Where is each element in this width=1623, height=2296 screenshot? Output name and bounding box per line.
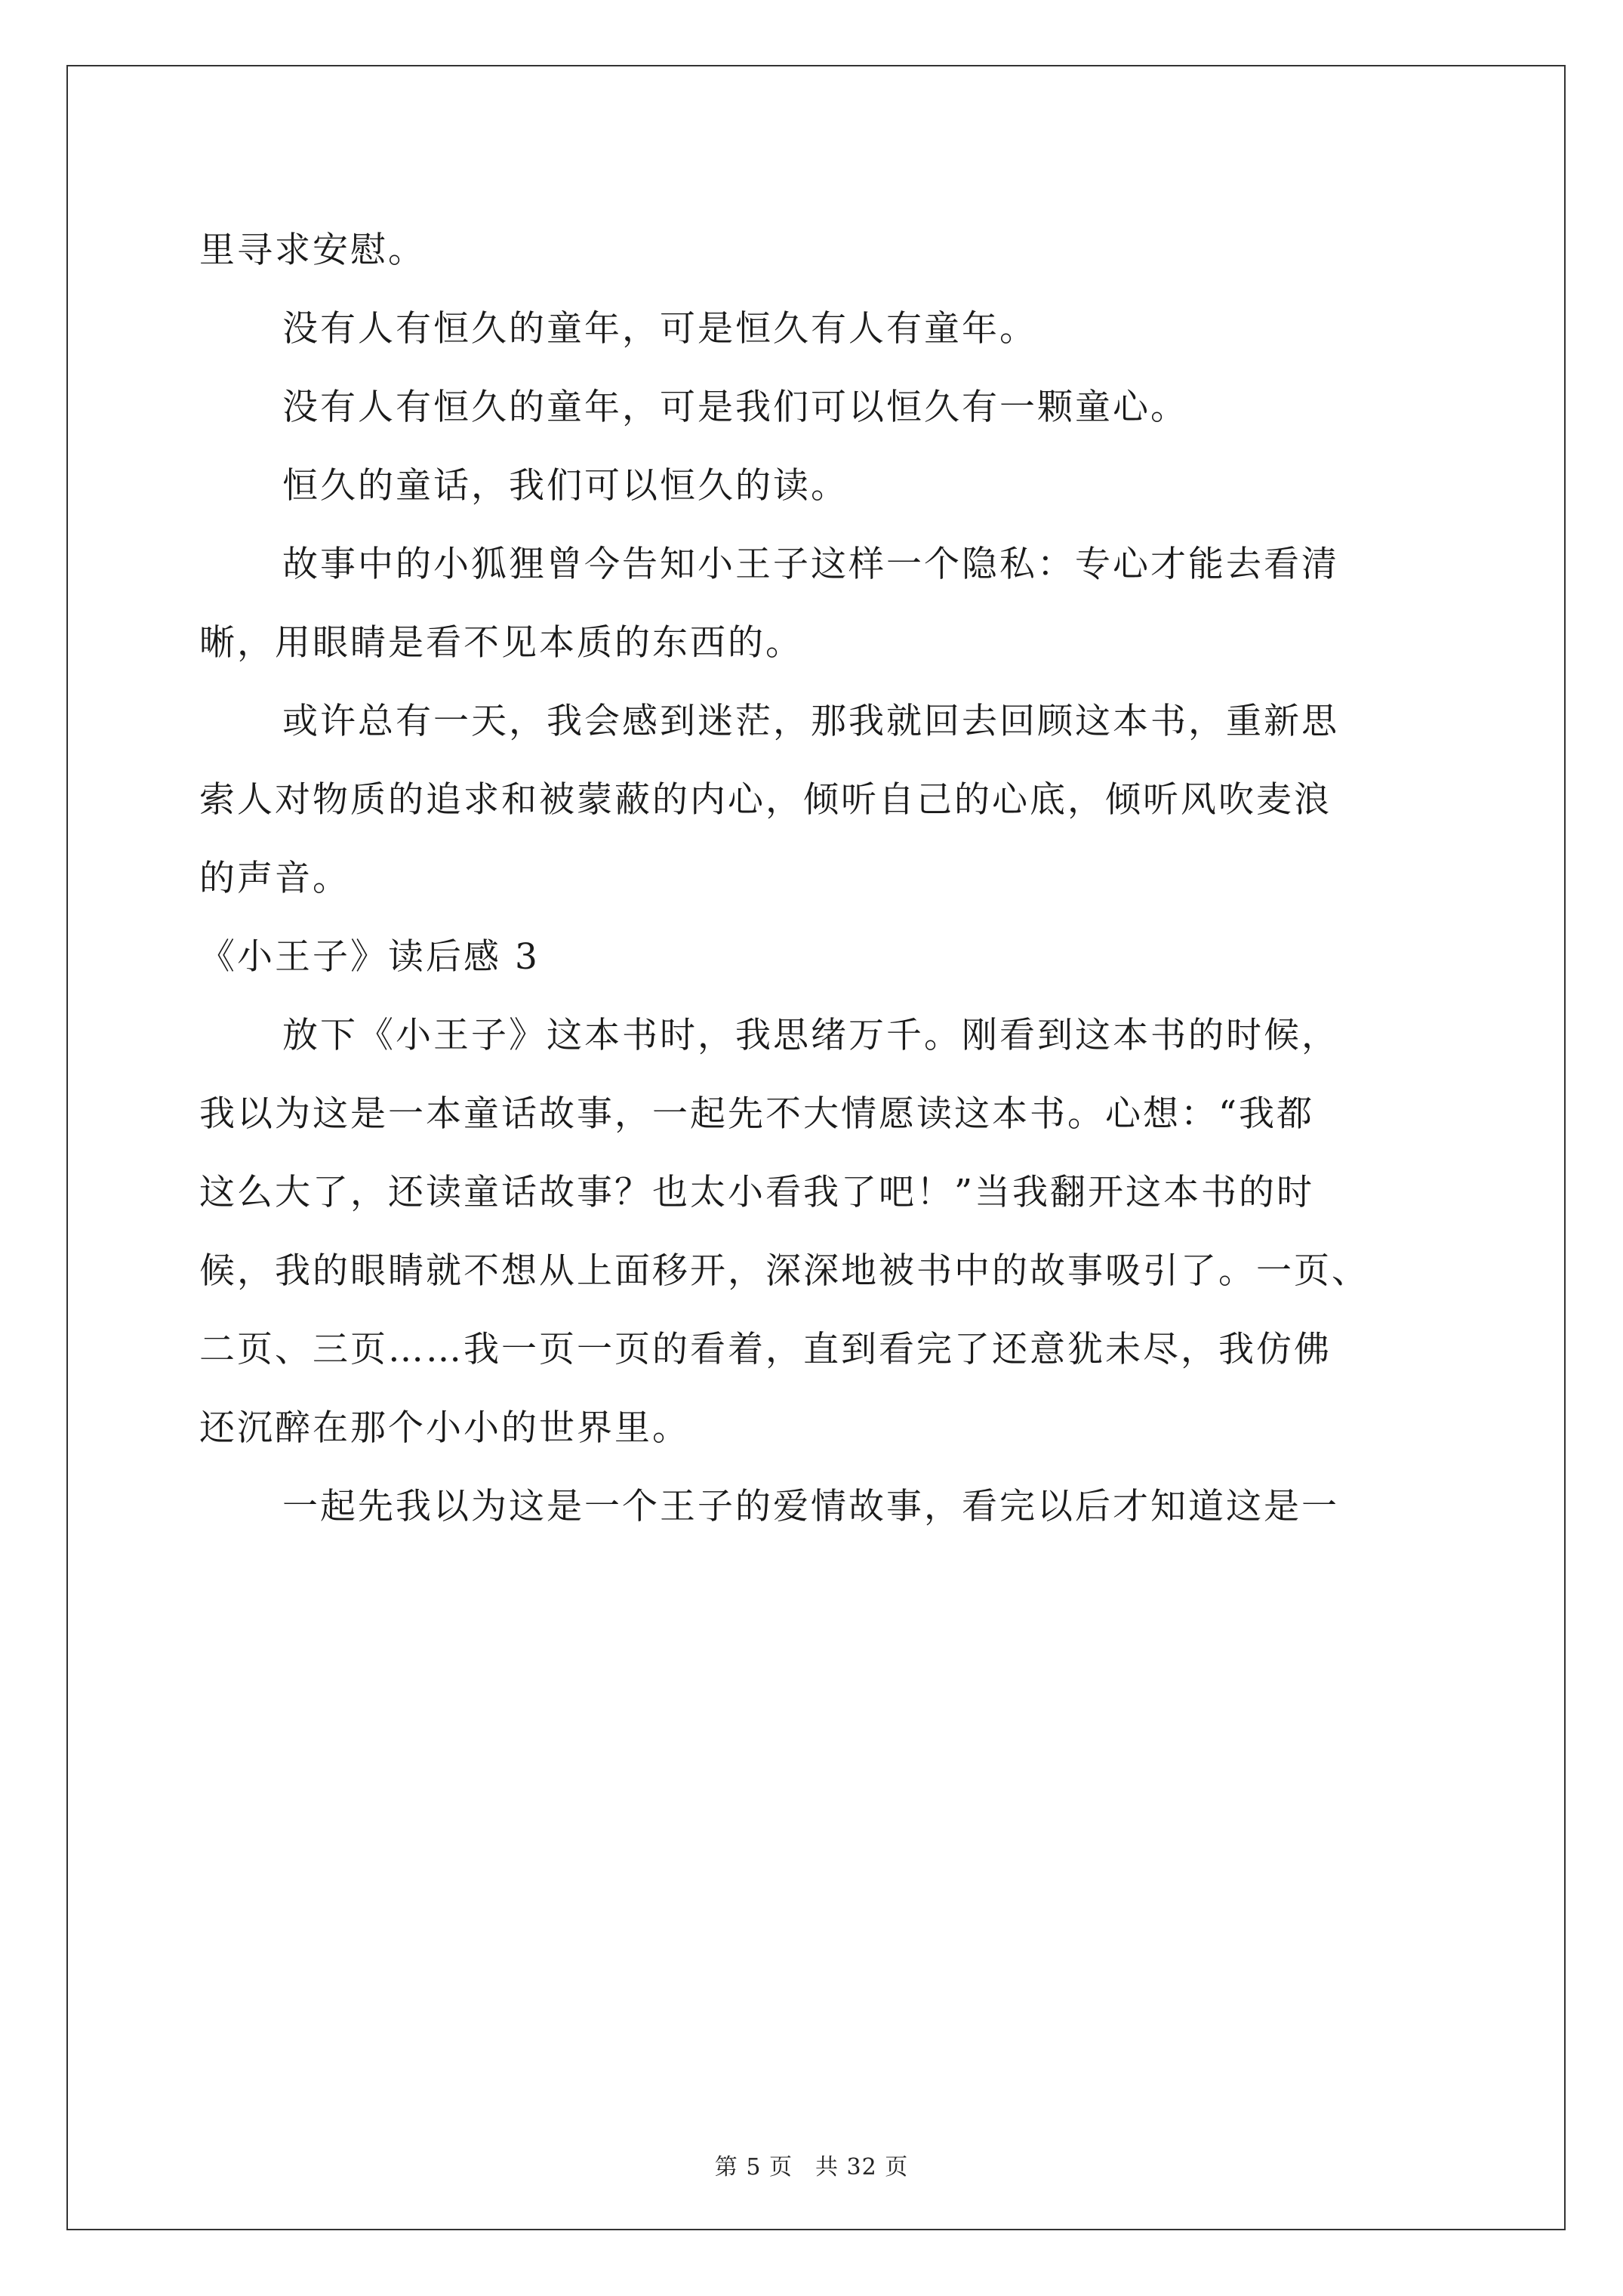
text-line: 的声音。	[199, 858, 350, 899]
text-line: 还沉醉在那个小小的世界里。	[199, 1407, 690, 1449]
text-line: 里寻求安慰。	[199, 230, 426, 271]
text-line: 候，我的眼睛就不想从上面移开，深深地被书中的故事吸引了。一页、	[199, 1250, 1369, 1292]
text-line: 晰，用眼睛是看不见本质的东西的。	[199, 622, 803, 664]
text-line: 没有人有恒久的童年，可是恒久有人有童年。	[282, 308, 1037, 350]
text-line: 故事中的小狐狸曾今告知小王子这样一个隐私：专心才能去看清	[282, 544, 1339, 585]
text-line: 二页、三页……我一页一页的看着，直到看完了还意犹未尽，我仿佛	[199, 1329, 1332, 1370]
section-heading: 《小王子》读后感 3	[199, 936, 540, 978]
text-line: 恒久的童话，我们可以恒久的读。	[282, 465, 848, 507]
text-line: 放下《小王子》这本书时，我思绪万千。刚看到这本书的时候，	[282, 1015, 1339, 1056]
page-number: 第 5 页	[714, 2154, 793, 2180]
text-line: 没有人有恒久的童年，可是我们可以恒久有一颗童心。	[282, 387, 1188, 428]
page-footer	[0, 2148, 1623, 2181]
text-line: 或许总有一天，我会感到迷茫，那我就回去回顾这本书，重新思	[282, 701, 1339, 742]
text-line: 一起先我以为这是一个王子的爱情故事，看完以后才知道这是一	[282, 1486, 1339, 1527]
document-body	[199, 211, 1437, 1546]
text-line: 我以为这是一本童话故事，一起先不大情愿读这本书。心想：“我都	[199, 1093, 1315, 1135]
text-line: 索人对物质的追求和被蒙蔽的内心，倾听自己的心底，倾听风吹麦浪	[199, 779, 1332, 821]
page-total: 共 32 页	[815, 2154, 909, 2180]
text-line: 这么大了，还读童话故事？也太小看我了吧！”当我翻开这本书的时	[199, 1172, 1315, 1213]
